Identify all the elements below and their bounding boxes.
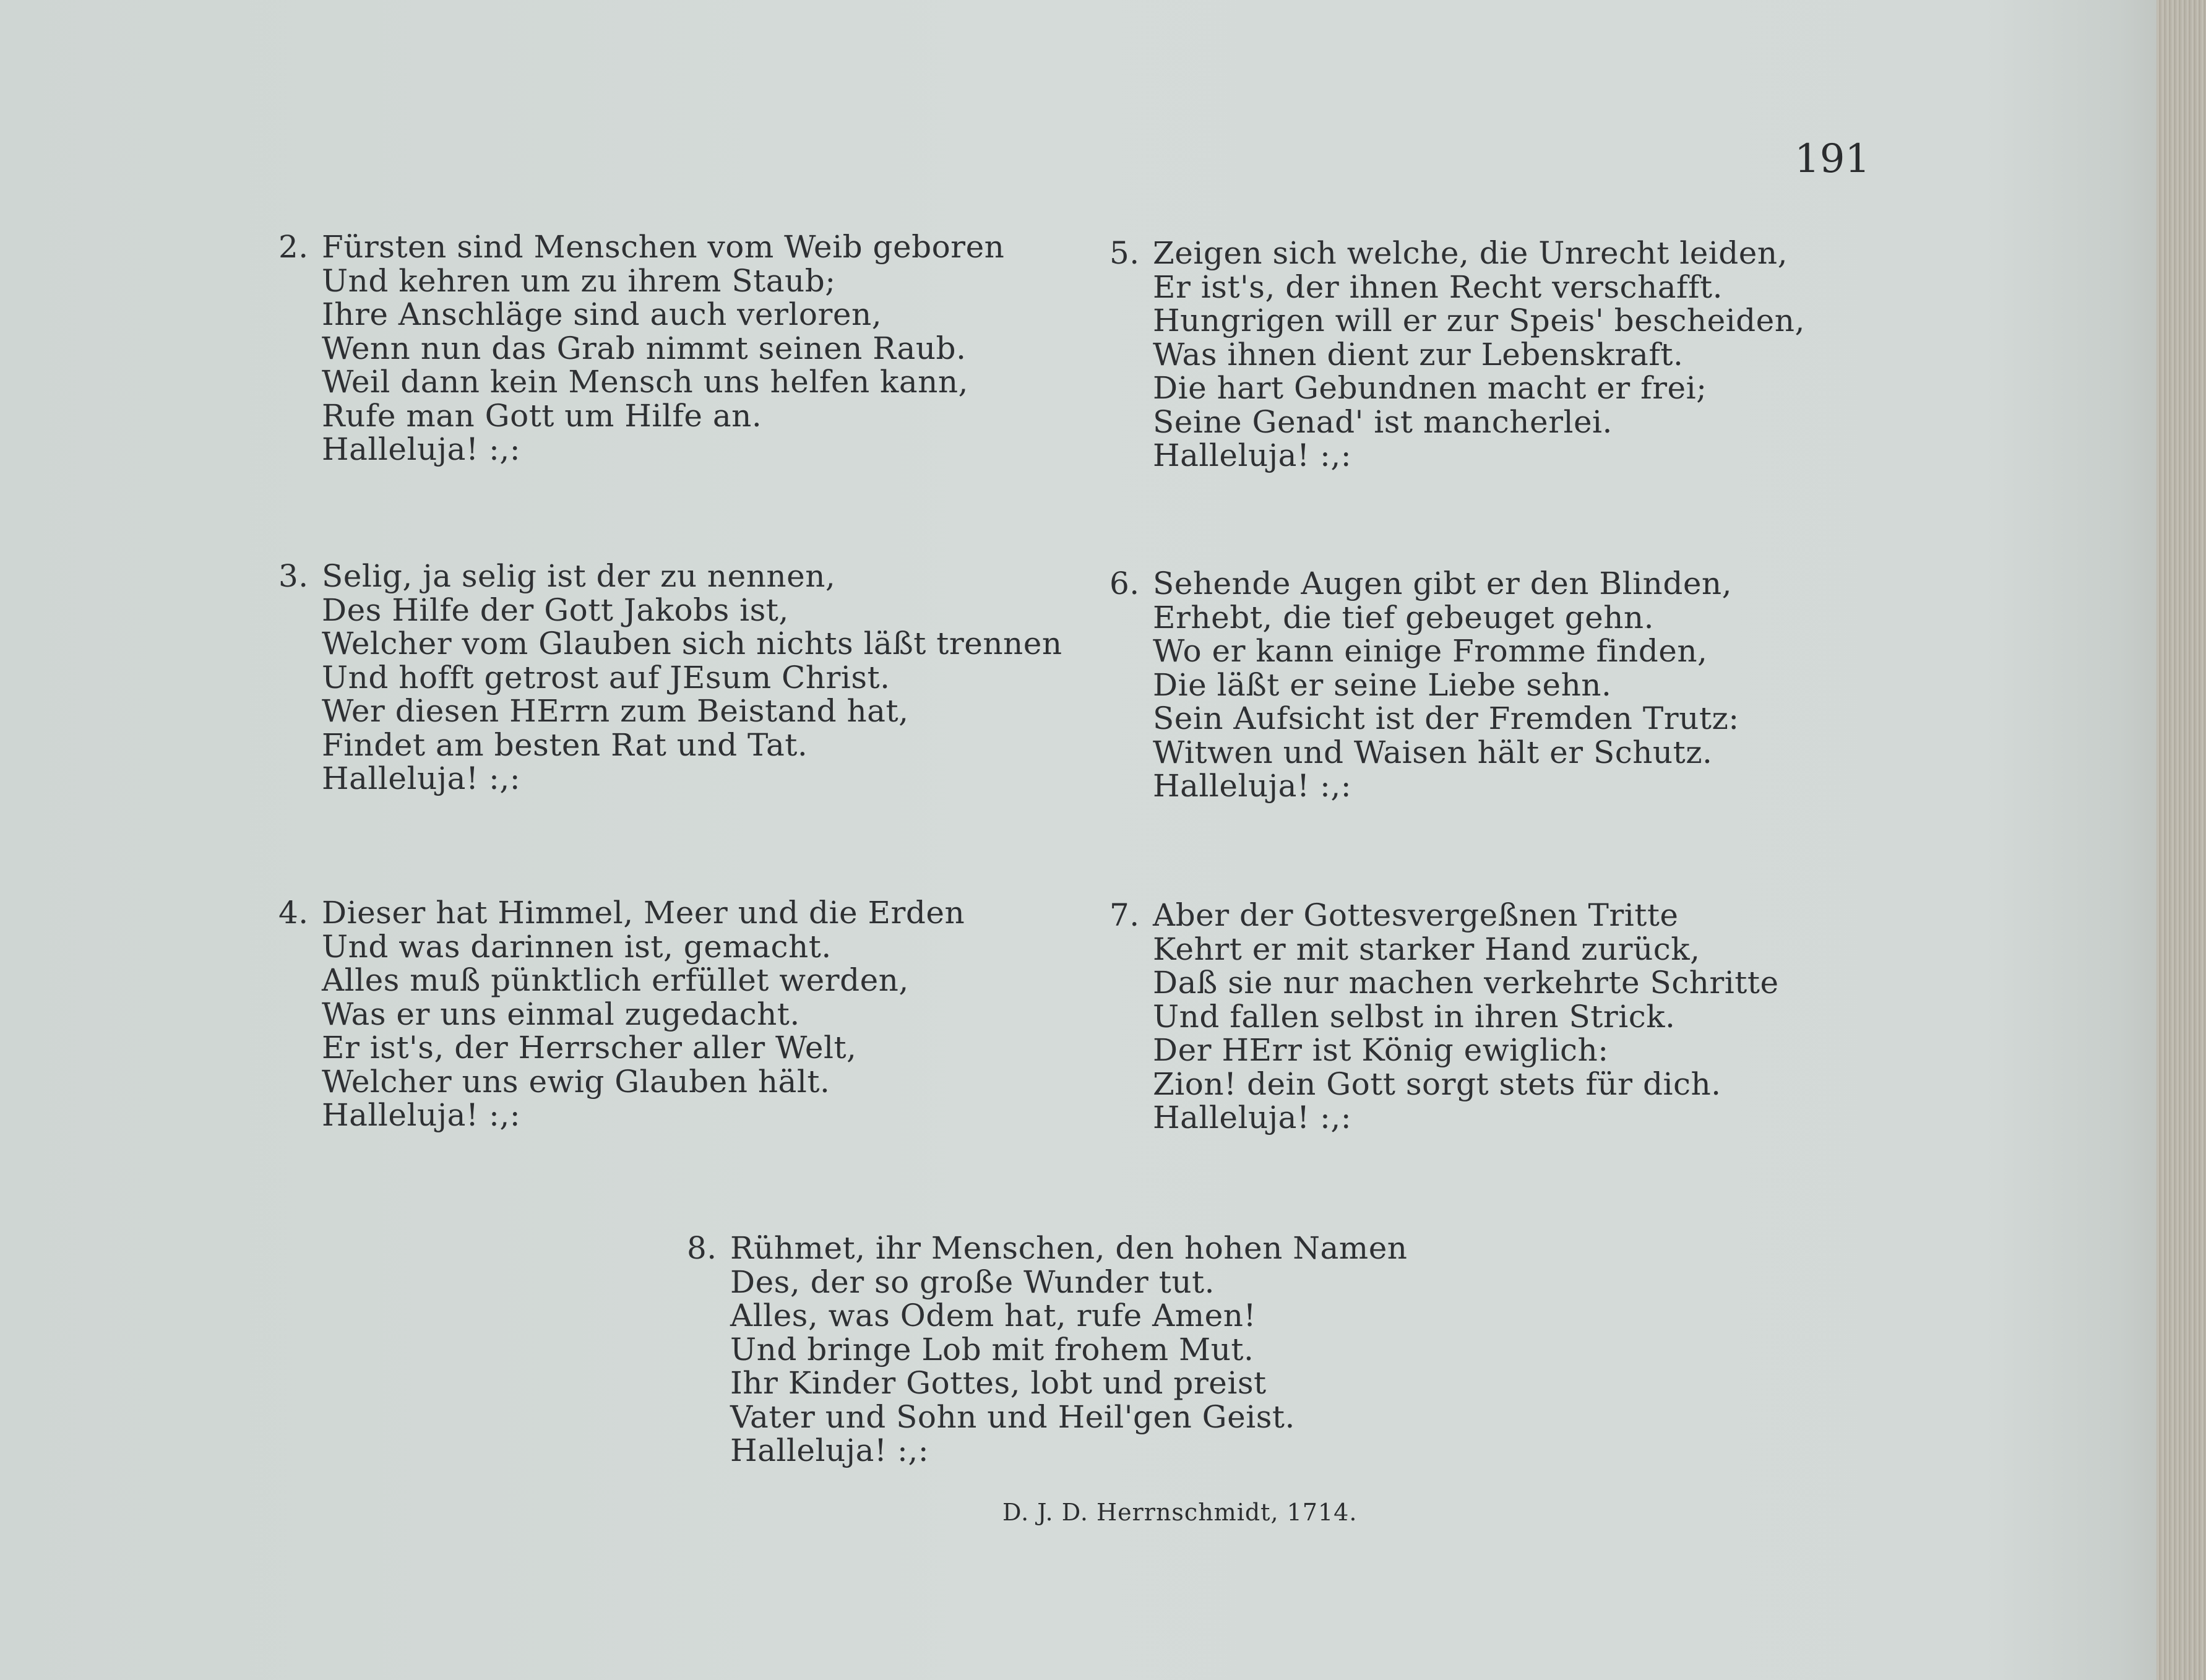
stanza-5 (1109, 236, 1805, 473)
stanza-line: Und bringe Lob mit frohem Mut. (730, 1331, 1254, 1368)
stanza-line: Und hofft getrost auf JEsum Christ. (322, 659, 890, 696)
stanza-line: Ihr Kinder Gottes, lobt und preist (730, 1365, 1267, 1401)
stanza-first-line (1109, 236, 1805, 270)
stanza-first-line (278, 559, 1062, 593)
stanza-refrain: Halleluja! :,: (1153, 1100, 1352, 1135)
stanza-line: Er ist's, der Herrscher aller Welt, (322, 1030, 857, 1066)
stanza-line: Was ihnen dient zur Lebenskraft. (1153, 336, 1684, 373)
stanza-first-line-text: Zeigen sich welche, die Unrecht leiden, (1153, 235, 1788, 271)
stanza-7 (1109, 898, 1779, 1135)
stanza-line: Alles, was Odem hat, rufe Amen! (730, 1298, 1257, 1333)
stanza-refrain: Halleluja! :,: (322, 431, 521, 467)
stanza-number: 8. (687, 1230, 717, 1266)
stanza-line: Zion! dein Gott sorgt stets für dich. (1153, 1066, 1721, 1102)
stanza-line: Wenn nun das Grab nimmt seinen Raub. (322, 330, 967, 366)
stanza-line: Daß sie nur machen verkehrte Schritte (1153, 965, 1779, 1001)
page-number: 191 (1795, 136, 1871, 182)
stanza-line: Rufe man Gott um Hilfe an. (322, 397, 762, 434)
author-attribution: D. J. D. Herrnschmidt, 1714. (1002, 1499, 1358, 1526)
stanza-refrain: Halleluja! :,: (730, 1432, 929, 1468)
stanza-line: Kehrt er mit starker Hand zurück, (1153, 931, 1700, 967)
stanza-refrain: Halleluja! :,: (1153, 437, 1352, 473)
stanza-first-line (278, 230, 1004, 264)
stanza-line: Er ist's, der ihnen Recht verschafft. (1153, 269, 1723, 305)
stanza-line: Des, der so große Wunder tut. (730, 1264, 1215, 1300)
stanza-first-line (1109, 567, 1739, 601)
stanza-line: Welcher vom Glauben sich nichts läßt trennen (322, 626, 1062, 661)
stanza-line: Alles muß pünktlich erfüllet werden, (322, 962, 909, 998)
stanza-first-line-text: Fürsten sind Menschen vom Weib geboren (322, 229, 1005, 265)
stanza-3 (278, 559, 1062, 796)
stanza-line: Des Hilfe der Gott Jakobs ist, (322, 592, 789, 628)
stanza-line: Hungrigen will er zur Speis' bescheiden, (1153, 303, 1805, 338)
stanza-line: Und kehren um zu ihrem Staub; (322, 262, 836, 299)
stanza-refrain: Halleluja! :,: (322, 1097, 521, 1133)
stanza-first-line-text: Rühmet, ihr Menschen, den hohen Namen (730, 1230, 1408, 1266)
stanza-line: Und was darinnen ist, gemacht. (322, 928, 832, 965)
stanza-2 (278, 230, 1004, 467)
stanza-line: Vater und Sohn und Heil'gen Geist. (730, 1398, 1295, 1435)
stanza-line: Wer diesen HErrn zum Beistand hat, (322, 693, 909, 729)
stanza-6 (1109, 567, 1739, 803)
stanza-first-line-text: Dieser hat Himmel, Meer und die Erden (322, 895, 965, 931)
stanza-line: Ihre Anschläge sind auch verloren, (322, 296, 882, 332)
stanza-line: Erhebt, die tief gebeuget gehn. (1153, 599, 1655, 635)
stanza-first-line-text: Sehende Augen gibt er den Blinden, (1153, 566, 1733, 601)
book-page-edges (2156, 0, 2206, 1680)
stanza-number: 3. (278, 558, 309, 594)
stanza-line: Findet am besten Rat und Tat. (322, 726, 808, 763)
stanza-number: 7. (1109, 897, 1140, 933)
stanza-first-line (687, 1231, 1408, 1265)
stanza-first-line-text: Selig, ja selig ist der zu nennen, (322, 558, 836, 594)
stanza-8 (687, 1231, 1408, 1468)
stanza-number: 2. (278, 229, 309, 265)
stanza-first-line-text: Aber der Gottesvergeßnen Tritte (1153, 897, 1679, 933)
stanza-number: 5. (1109, 235, 1140, 271)
stanza-first-line (1109, 898, 1779, 933)
stanza-line: Weil dann kein Mensch uns helfen kann, (322, 364, 968, 400)
stanza-line: Und fallen selbst in ihren Strick. (1153, 998, 1676, 1035)
stanza-line: Seine Genad' ist mancherlei. (1153, 403, 1613, 440)
stanza-line: Die läßt er seine Liebe sehn. (1153, 666, 1612, 703)
stanza-4 (278, 896, 965, 1132)
stanza-line: Wo er kann einige Fromme finden, (1153, 633, 1708, 669)
stanza-line: Witwen und Waisen hält er Schutz. (1153, 734, 1713, 770)
stanza-line: Die hart Gebundnen macht er frei; (1153, 370, 1707, 406)
stanza-refrain: Halleluja! :,: (1153, 768, 1352, 804)
stanza-refrain: Halleluja! :,: (322, 760, 521, 796)
stanza-line: Welcher uns ewig Glauben hält. (322, 1063, 830, 1100)
stanza-line: Sein Aufsicht ist der Fremden Trutz: (1153, 700, 1739, 736)
stanza-line: Was er uns einmal zugedacht. (322, 996, 800, 1032)
stanza-number: 4. (278, 895, 309, 931)
stanza-line: Der HErr ist König ewiglich: (1153, 1032, 1609, 1068)
stanza-number: 6. (1109, 566, 1140, 601)
stanza-first-line (278, 896, 965, 930)
